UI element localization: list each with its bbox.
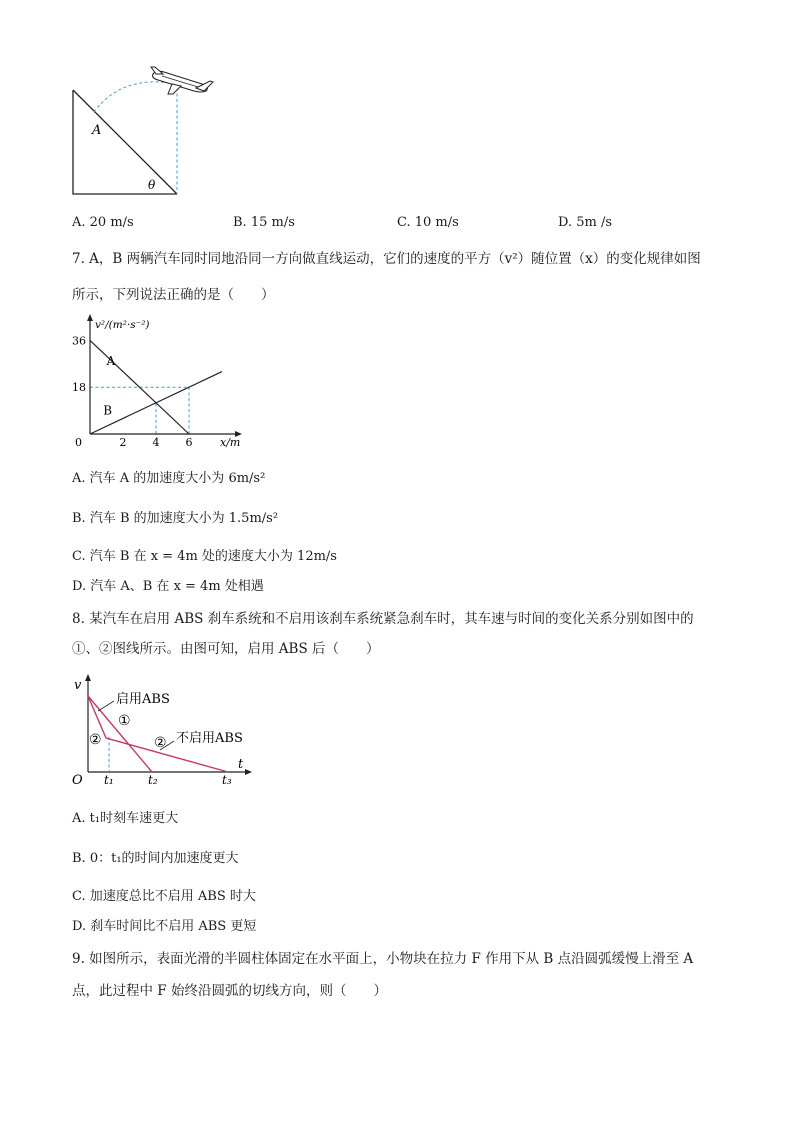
q9-stem-line2: 点，此过程中 F 始终沿圆弧的切线方向，则（ ）	[72, 983, 387, 999]
vt-axis-t-label: t	[238, 757, 244, 772]
vt-t3-label: t₃	[222, 773, 232, 787]
label-A: A	[92, 123, 102, 138]
dashed-arc	[94, 82, 176, 112]
vt-axis-v-label: v	[74, 678, 82, 693]
chart-x-tick-6: 6	[185, 436, 193, 449]
chart-y-arrow	[87, 314, 93, 321]
vt-t1-label: t₁	[104, 773, 114, 787]
vt-t-arrow	[245, 769, 252, 775]
chart-x-tick-4: 4	[152, 436, 160, 449]
label-abs-on: 启用ABS	[116, 692, 170, 707]
q6-option-c[interactable]: C. 10 m/s	[397, 215, 459, 230]
q8-option-d[interactable]: D. 刹车时间比不启用 ABS 更短	[72, 919, 257, 934]
chart-x-tick-2: 2	[119, 436, 127, 449]
q6-option-a[interactable]: A. 20 m/s	[72, 215, 134, 230]
vt-v-arrow	[85, 674, 91, 681]
callout-abs-on	[98, 701, 114, 711]
q8-stem-line2: ①、②图线所示。由图可知，启用 ABS 后（ ）	[72, 641, 380, 657]
q6-option-d[interactable]: D. 5m /s	[558, 215, 613, 230]
mark-2-right: ②	[154, 735, 167, 751]
label-abs-off: 不启用ABS	[176, 731, 243, 746]
q9-stem-line1: 9. 如图所示，表面光滑的半圆柱体固定在水平面上，小物块在拉力 F 作用下从 B 点沿圆弧缓慢上滑至 A	[72, 951, 694, 967]
vt-origin-label: O	[72, 773, 83, 788]
chart-x-label: x/m	[220, 436, 241, 449]
label-theta: θ	[148, 178, 156, 192]
q7-option-a[interactable]: A. 汽车 A 的加速度大小为 6m/s²	[72, 471, 266, 486]
chart-series-label-B: B	[103, 403, 113, 418]
incline-airplane-figure	[60, 62, 230, 202]
q7-stem-line2: 所示，下列说法正确的是（ ）	[72, 287, 275, 303]
q7-stem-line1: 7. A，B 两辆汽车同时同地沿同一方向做直线运动，它们的速度的平方（v²）随位置（x）的变化规律如图	[72, 251, 701, 267]
q6-option-b[interactable]: B. 15 m/s	[233, 215, 295, 230]
chart-x-tick-0: 0	[75, 436, 82, 449]
incline-hypotenuse	[73, 90, 177, 194]
q8-option-c[interactable]: C. 加速度总比不启用 ABS 时大	[72, 889, 256, 904]
vt-t2-label: t₂	[148, 773, 158, 787]
airplane-icon	[151, 67, 213, 94]
q7-option-d[interactable]: D. 汽车 A、B 在 x = 4m 处相遇	[72, 579, 264, 594]
chart-y-tick-18: 18	[72, 381, 86, 395]
chart-y-label: v²/(m²·s⁻²)	[95, 319, 150, 331]
abs-vt-figure	[66, 672, 266, 794]
v2-x-chart	[60, 312, 260, 452]
q8-stem-line1: 8. 某汽车在启用 ABS 刹车系统和不启用该刹车系统紧急刹车时，其车速与时间的变化关系分别如图中的	[72, 611, 694, 627]
q7-option-b[interactable]: B. 汽车 B 的加速度大小为 1.5m/s²	[72, 511, 279, 526]
q8-option-a[interactable]: A. t₁时刻车速更大	[72, 811, 179, 826]
mark-1-on-curve: ①	[118, 713, 131, 729]
q8-option-b[interactable]: B. 0：t₁的时间内加速度更大	[72, 851, 239, 866]
chart-y-tick-36: 36	[72, 334, 86, 348]
q7-option-c[interactable]: C. 汽车 B 在 x = 4m 处的速度大小为 12m/s	[72, 549, 337, 564]
mark-2-left: ②	[89, 732, 102, 748]
chart-series-label-A: A	[106, 354, 116, 369]
